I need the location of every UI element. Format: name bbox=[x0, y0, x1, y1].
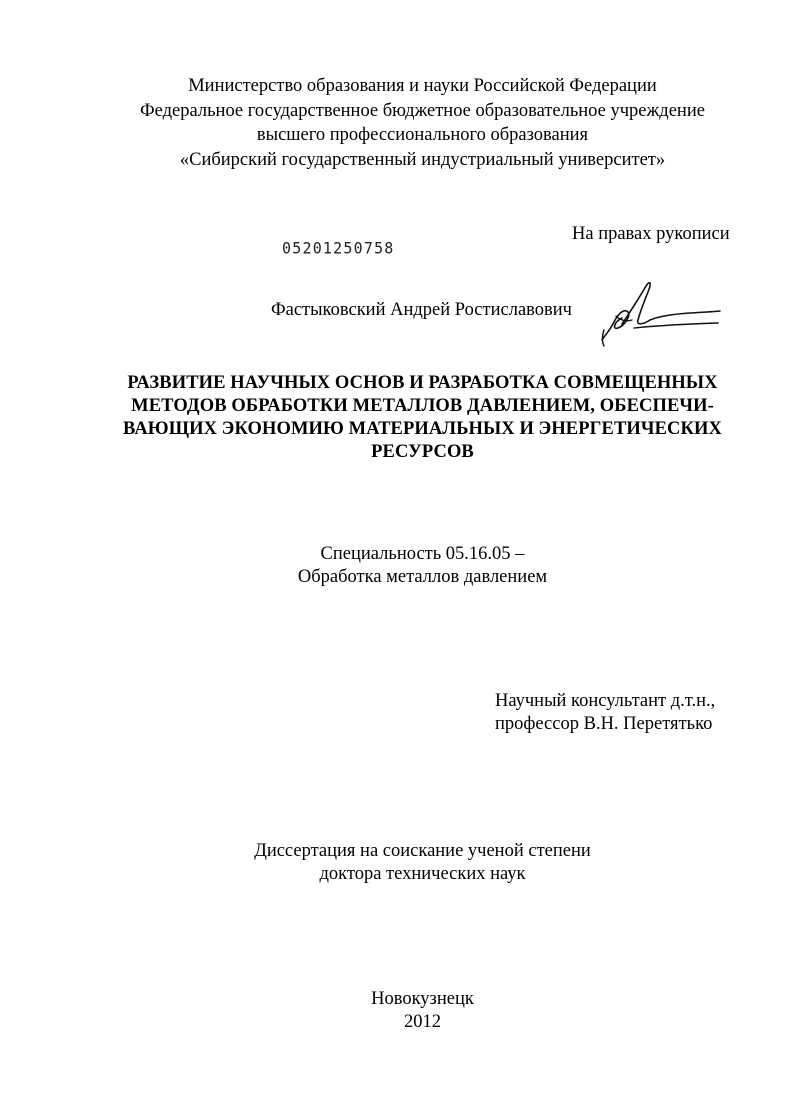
year: 2012 bbox=[404, 1012, 441, 1032]
dissertation-title-line-3: ВАЮЩИХ ЭКОНОМИЮ МАТЕРИАЛЬНЫХ И ЭНЕРГЕТИЧЕСКИХ bbox=[123, 419, 722, 439]
manuscript-rights-note: На правах рукописи bbox=[572, 224, 730, 244]
institution-type-line: Федеральное государственное бюджетное образовательное учреждение bbox=[140, 101, 705, 121]
dissertation-title-line-1: РАЗВИТИЕ НАУЧНЫХ ОСНОВ И РАЗРАБОТКА СОВМЕЩЕННЫХ bbox=[127, 373, 718, 393]
specialty-name: Обработка металлов давлением bbox=[297, 567, 548, 587]
degree-line-2: доктора технических наук bbox=[319, 864, 526, 884]
advisor-name: профессор В.Н. Перетятько bbox=[495, 714, 713, 734]
advisor-title: Научный консультант д.т.н., bbox=[495, 691, 716, 711]
specialty-code: Специальность 05.16.05 – bbox=[320, 544, 525, 564]
author-name: Фастыковский Андрей Ростиславович bbox=[271, 300, 572, 320]
ministry-line: Министерство образования и науки Российской Федерации bbox=[188, 76, 657, 96]
city-name: Новокузнецк bbox=[371, 989, 474, 1009]
degree-line-1: Диссертация на соискание ученой степени bbox=[254, 841, 591, 861]
university-name-line: «Сибирский государственный индустриальный университет» bbox=[179, 150, 666, 170]
dissertation-title-line-2: МЕТОДОВ ОБРАБОТКИ МЕТАЛЛОВ ДАВЛЕНИЕМ, ОБЕСПЕЧИ- bbox=[131, 396, 714, 416]
handwritten-signature bbox=[594, 272, 724, 352]
document-number: 05201250758 bbox=[282, 238, 395, 258]
education-level-line: высшего профессионального образования bbox=[256, 125, 589, 145]
dissertation-title-line-4: РЕСУРСОВ bbox=[371, 442, 474, 462]
